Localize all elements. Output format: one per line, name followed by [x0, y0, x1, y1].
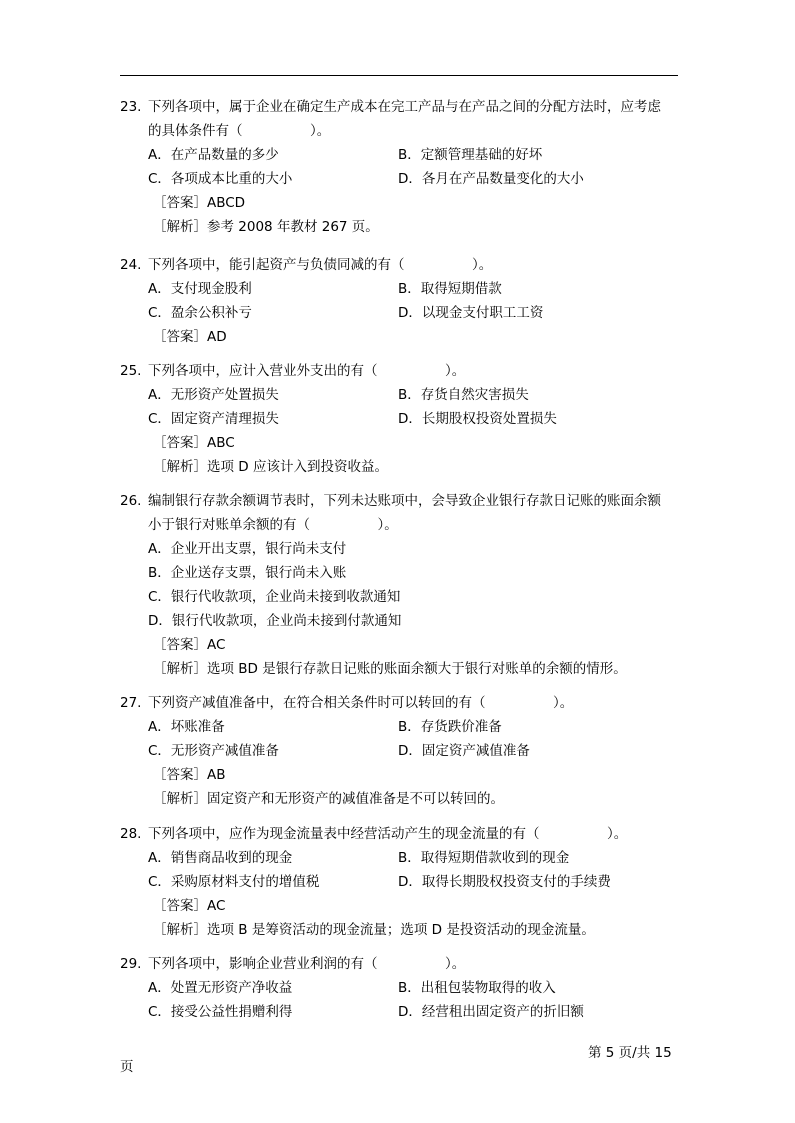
question-number: 24.	[120, 257, 142, 273]
answer: ［答案］AC	[153, 898, 226, 914]
option-a: A．销售商品收到的现金	[148, 850, 293, 866]
option-c: C．接受公益性捐赠利得	[148, 1004, 293, 1020]
option-c: C．各项成本比重的大小	[148, 171, 293, 187]
answer: ［答案］AD	[153, 329, 227, 345]
answer: ［答案］AB	[153, 767, 226, 783]
option-c: C．无形资产减值准备	[148, 743, 279, 759]
question-stem: 下列各项中，影响企业营业利润的有（ ）。	[148, 956, 466, 972]
option-d: D．以现金支付职工工资	[398, 305, 544, 321]
option-b: B．出租包装物取得的收入	[398, 980, 556, 996]
question-stem: 编制银行存款余额调节表时，下列未达账项中，会导致企业银行存款日记账的账面余额	[148, 493, 661, 509]
option-a: A．企业开出支票，银行尚未支付	[148, 541, 347, 557]
page-number: 第 5 页/共 15	[588, 1045, 672, 1061]
option-d: D．固定资产减值准备	[398, 743, 530, 759]
question-number: 25.	[120, 363, 142, 379]
option-b: B．存货自然灾害损失	[398, 387, 529, 403]
option-b: B．取得短期借款	[398, 281, 502, 297]
option-d: D．长期股权投资处置损失	[398, 411, 557, 427]
option-a: A．处置无形资产净收益	[148, 980, 293, 996]
question-number: 29.	[120, 956, 142, 972]
question-number: 28.	[120, 826, 142, 842]
analysis: ［解析］选项 D 应该计入到投资收益。	[153, 459, 388, 475]
answer: ［答案］ABCD	[153, 195, 246, 211]
option-a: A．坏账准备	[148, 719, 225, 735]
question-stem: 下列各项中，能引起资产与负债同减的有（ ）。	[148, 257, 493, 273]
option-d: D．银行代收款项，企业尚未接到付款通知	[148, 613, 402, 629]
question-stem: 下列各项中，属于企业在确定生产成本在完工产品与在产品之间的分配方法时，应考虑	[148, 99, 661, 115]
analysis: ［解析］选项 B 是筹资活动的现金流量；选项 D 是投资活动的现金流量。	[153, 922, 595, 938]
question-stem: 下列各项中，应计入营业外支出的有（ ）。	[148, 363, 466, 379]
option-d: D．取得长期股权投资支付的手续费	[398, 874, 611, 890]
option-c: C．盈余公积补亏	[148, 305, 252, 321]
question-stem: 小于银行对账单余额的有（ ）。	[148, 517, 398, 533]
question-number: 27.	[120, 695, 142, 711]
question-stem: 下列资产减值准备中，在符合相关条件时可以转回的有（ ）。	[148, 695, 574, 711]
analysis: ［解析］固定资产和无形资产的减值准备是不可以转回的。	[153, 791, 504, 807]
question-number: 26.	[120, 493, 142, 509]
option-d: D．各月在产品数量变化的大小	[398, 171, 584, 187]
analysis: ［解析］参考 2008 年教材 267 页。	[153, 219, 379, 235]
option-a: A．在产品数量的多少	[148, 147, 279, 163]
page-number-continuation: 页	[120, 1059, 134, 1075]
question-stem: 下列各项中，应作为现金流量表中经营活动产生的现金流量的有（ ）。	[148, 826, 628, 842]
option-a: A．支付现金股利	[148, 281, 252, 297]
question-number: 23.	[120, 99, 142, 115]
answer: ［答案］AC	[153, 637, 226, 653]
option-b: B．定额管理基础的好坏	[398, 147, 543, 163]
option-b: B．企业送存支票，银行尚未入账	[148, 565, 347, 581]
analysis: ［解析］选项 BD 是银行存款日记账的账面余额大于银行对账单的余额的情形。	[153, 661, 627, 677]
option-c: C．银行代收款项，企业尚未接到收款通知	[148, 589, 401, 605]
answer: ［答案］ABC	[153, 435, 235, 451]
option-d: D．经营租出固定资产的折旧额	[398, 1004, 584, 1020]
option-a: A．无形资产处置损失	[148, 387, 279, 403]
option-c: C．固定资产清理损失	[148, 411, 279, 427]
question-stem: 的具体条件有（ ）。	[148, 123, 331, 139]
option-b: B．存货跌价准备	[398, 719, 502, 735]
option-b: B．取得短期借款收到的现金	[398, 850, 570, 866]
header-rule	[120, 75, 678, 76]
option-c: C．采购原材料支付的增值税	[148, 874, 320, 890]
